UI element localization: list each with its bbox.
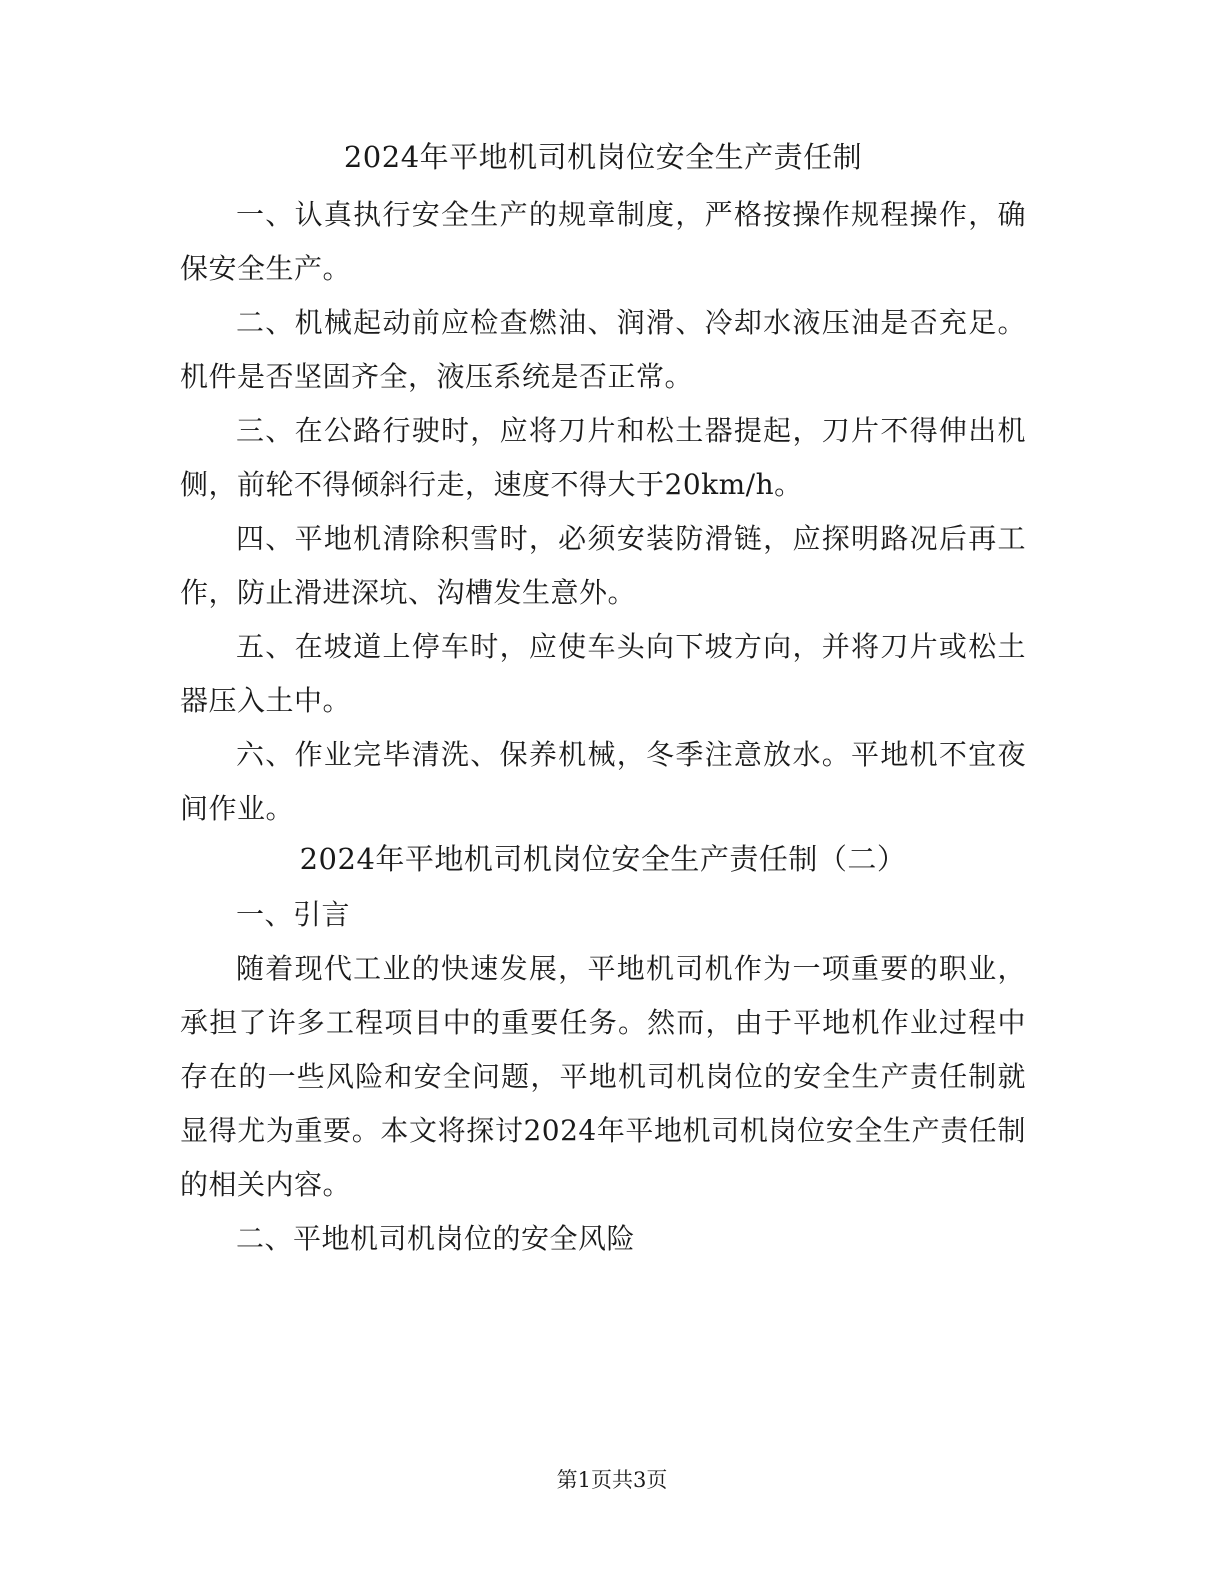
paragraph: 四、平地机清除积雪时，必须安装防滑链，应探明路况后再工作，防止滑进深坑、沟槽发生意外。 [180,522,1026,609]
section-title: 2024年平地机司机岗位安全生产责任制（二） [299,842,907,876]
paragraph: 三、在公路行驶时，应将刀片和松土器提起，刀片不得伸出机侧，前轮不得倾斜行走，速度不得大于20km/h。 [180,414,1026,501]
document-body [180,134,1026,1266]
document-title: 2024年平地机司机岗位安全生产责任制 [343,140,863,174]
paragraph: 二、机械起动前应检查燃油、润滑、冷却水液压油是否充足。机件是否坚固齐全，液压系统是否正常。 [180,306,1026,393]
paragraph: 六、作业完毕清洗、保养机械，冬季注意放水。平地机不宜夜间作业。 [180,738,1026,825]
paragraph: 五、在坡道上停车时，应使车头向下坡方向，并将刀片或松土器压入土中。 [180,630,1026,717]
section-heading: 一、引言 [236,898,351,931]
paragraph: 随着现代工业的快速发展，平地机司机作为一项重要的职业，承担了许多工程项目中的重要任务。然而，由于平地机作业过程中存在的一些风险和安全问题，平地机司机岗位的安全生产责任制就显得尤为重要。本文将探讨2024年平地机司机岗位安全生产责任制的相关内容。 [180,952,1026,1201]
paragraph: 一、认真执行安全生产的规章制度，严格按操作规程操作，确保安全生产。 [180,198,1026,285]
section-heading: 二、平地机司机岗位的安全风险 [236,1222,636,1255]
page-number: 第1页共3页 [556,1468,668,1492]
